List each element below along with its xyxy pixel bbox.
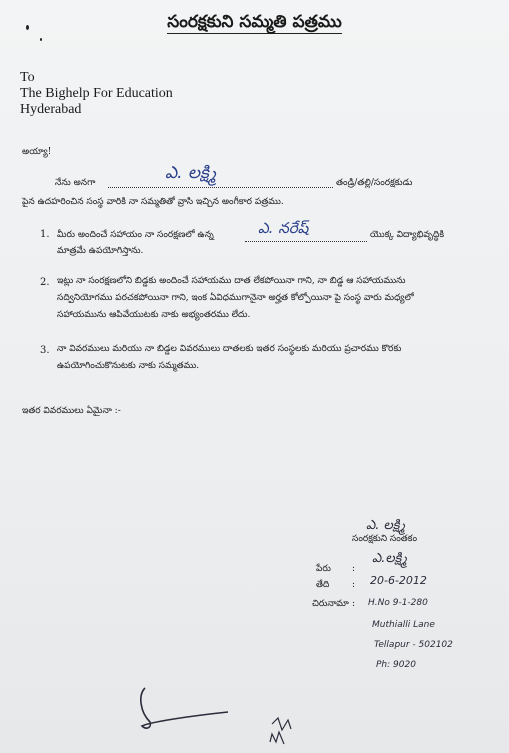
item1-text-b: యొక్క విద్యాభివృద్ధికి (370, 230, 445, 240)
item2-line: ఇట్లు నా సంరక్షణలోని బిడ్డకు అందించే సహాయము దాత లేకపోయినా గాని, నా బిడ్డ ఆ సహాయమును (57, 276, 406, 286)
field-colon: : (352, 599, 356, 609)
signature-label: సంరక్షకుని సంతకం (352, 534, 418, 544)
handwritten-name-field: ఎ.లక్ష్మి (372, 551, 407, 566)
handwritten-address-line: H.No 9-1-280 (368, 598, 428, 608)
line1-prefix: నేను అనగా (55, 178, 96, 188)
handwritten-date: 20-6-2012 (370, 574, 427, 587)
item-number: 3. (40, 345, 50, 356)
address-to: To (20, 70, 35, 85)
item3-line: ఉపయోగించుకొనుటకు నాకు సమ్మతము. (57, 361, 200, 371)
scribble-mark (270, 718, 291, 744)
handwritten-signature: ఎ. లక్ష్మి (366, 518, 405, 533)
address-city: Hyderabad (20, 102, 82, 117)
handwritten-address-line: Tellapur - 502102 (374, 640, 453, 650)
address-org: The Bighelp For Education (20, 86, 173, 101)
other-details-label: ఇతర వివరములు ఏమైనా :- (22, 406, 121, 416)
line2: పైన ఉదహరించిన సంస్థ వారికి నా సమ్మతితో వ్రాసి ఇచ్చిన అంగీకార పత్రము. (22, 197, 284, 207)
item2-line: సహాయమును ఆపివేయుటకు నాకు అభ్యంతరము లేదు. (57, 310, 251, 320)
handwritten-address-line: Ph: 9020 (376, 660, 416, 670)
item2-line: సద్వినియోగము పరచకపోయినా గాని, ఇంక ఏవిధముగానైనా అర్హత కోల్పోయినా పై సంస్థ వారు మధ్యలో (57, 293, 414, 303)
item-number: 2. (40, 277, 50, 288)
field-label-address: చిరునామా (312, 599, 349, 609)
item-number: 1. (40, 229, 50, 240)
field-colon: : (352, 564, 356, 574)
item3-line: నా వివరములు మరియు నా బిడ్డల వివరములు దాతలకు ఇతర సంస్థలకు మరియు ప్రచారము కొరకు (57, 344, 402, 354)
document-title: సంరక్షకుని సమ్మతి పత్రము (167, 12, 342, 32)
field-colon: : (352, 580, 356, 590)
handwritten-address-line: Muthialli Lane (372, 620, 435, 630)
handwritten-guardian-name: ఎ. లక్ష్మి (165, 163, 216, 183)
line1-suffix: తండ్రి/తల్లి/సంరక్షకుడు (336, 178, 413, 188)
scribble-stroke (141, 688, 228, 728)
handwritten-child-name: ఎ. నరేష్ (258, 219, 309, 237)
item1-text-a: మీరు అందించే సహాయం నా సంరక్షణలో ఉన్న (57, 230, 214, 240)
field-label-date: తేది (316, 580, 330, 590)
salutation: అయ్యా! (22, 147, 52, 157)
field-label-name: పేరు (316, 564, 331, 574)
item1-text-c: మాత్రమే ఉపయోగిస్తాను. (57, 246, 144, 256)
